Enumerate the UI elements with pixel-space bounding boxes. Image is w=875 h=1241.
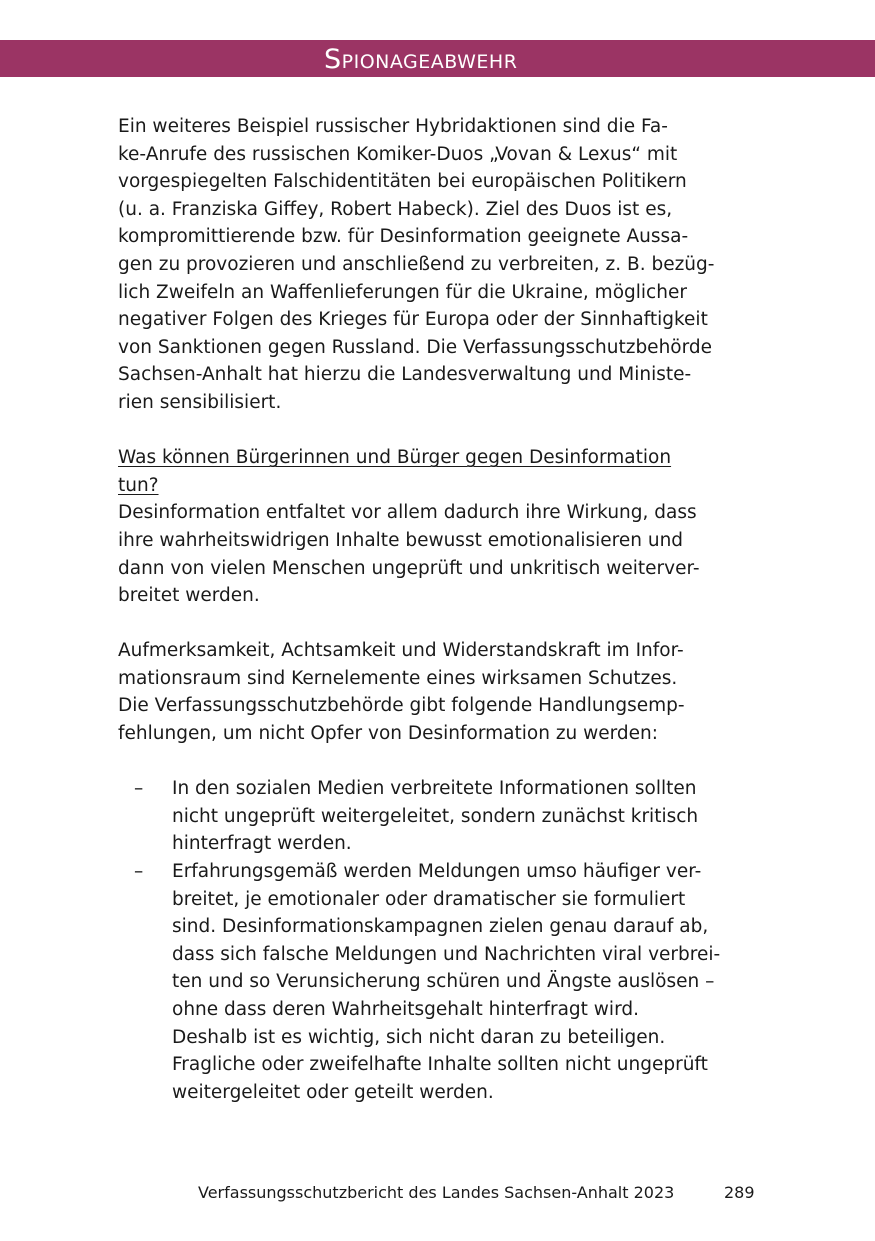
text-line: fehlungen, um nicht Opfer von Desinformation zu werden:	[118, 723, 659, 745]
text-line: dass sich falsche Meldungen und Nachrichten viral verbrei-	[172, 943, 721, 965]
footer-report-title: Verfassungsschutzbericht des Landes Sachsen-Anhalt 2023	[198, 1183, 675, 1202]
text-line: Die Verfassungsschutzbehörde gibt folgende Handlungsemp-	[118, 695, 685, 717]
text-line: lich Zweifeln an Waffenlieferungen für die Ukraine, möglicher	[118, 281, 687, 303]
text-line: Fragliche oder zweifelhafte Inhalte sollten nicht ungeprüft	[172, 1054, 708, 1076]
text-line: kompromittierende bzw. für Desinformation geeignete Aussa-	[118, 226, 689, 248]
text-line: gen zu provozieren und anschließend zu verbreiten, z. B. bezüg-	[118, 253, 715, 275]
page-number: 289	[724, 1183, 755, 1202]
text-line: nicht ungeprüft weitergeleitet, sondern zunächst kritisch	[172, 805, 699, 827]
text-line: ke-Anrufe des russischen Komiker-Duos „Vovan & Lexus“ mit	[118, 143, 678, 165]
text-line: Aufmerksamkeit, Achtsamkeit und Widerstandskraft im Infor-	[118, 640, 684, 662]
text-line: ten und so Verunsicherung schüren und Ängste auslösen –	[172, 971, 715, 993]
list-item	[118, 775, 758, 858]
section-title: Spionageabwehr	[324, 44, 518, 75]
text-line: breitet, je emotionaler oder dramatischer sie formuliert	[172, 888, 686, 910]
page-body	[118, 113, 758, 1106]
paragraph-recommendations-intro	[118, 637, 758, 747]
subheading-line: tun?	[118, 474, 159, 496]
dash-bullet: –	[134, 778, 144, 800]
text-line: mationsraum sind Kernelemente eines wirksamen Schutzes.	[118, 667, 678, 689]
subheading-what-can-citizens-do	[118, 444, 758, 499]
text-line: ihre wahrheitswidrigen Inhalte bewusst emotionalisieren und	[118, 529, 684, 551]
text-line: Deshalb ist es wichtig, sich nicht daran zu beteiligen.	[172, 1026, 666, 1048]
list-item	[118, 858, 758, 1106]
text-line: Sachsen-Anhalt hat hierzu die Landesverwaltung und Ministe-	[118, 364, 692, 386]
paragraph-disinformation-effect	[118, 499, 758, 609]
text-line: dann von vielen Menschen ungeprüft und unkritisch weiterver-	[118, 557, 700, 579]
text-line: vorgespiegelten Falschidentitäten bei europäischen Politikern	[118, 171, 687, 193]
text-line: Desinformation entfaltet vor allem dadurch ihre Wirkung, dass	[118, 502, 697, 524]
text-line: rien sensibilisiert.	[118, 391, 282, 413]
dash-bullet: –	[134, 861, 144, 883]
subheading-line: Was können Bürgerinnen und Bürger gegen Desinformation	[118, 447, 672, 469]
text-line: Ein weiteres Beispiel russischer Hybridaktionen sind die Fa-	[118, 116, 668, 137]
text-line: von Sanktionen gegen Russland. Die Verfassungsschutzbehörde	[118, 336, 713, 358]
paragraph-hybrid-actions	[118, 113, 758, 417]
text-line: sind. Desinformationskampagnen zielen genau darauf ab,	[172, 916, 709, 938]
text-line: weitergeleitet oder geteilt werden.	[172, 1081, 494, 1103]
text-line: negativer Folgen des Krieges für Europa oder der Sinnhaftigkeit	[118, 309, 708, 331]
text-line: Erfahrungsgemäß werden Meldungen umso häufiger ver-	[172, 861, 702, 883]
text-line: breitet werden.	[118, 585, 260, 607]
text-line: (u. a. Franziska Giffey, Robert Habeck). Ziel des Duos ist es,	[118, 198, 673, 220]
recommendation-list	[118, 775, 758, 1106]
text-line: ohne dass deren Wahrheitsgehalt hinterfragt wird.	[172, 999, 639, 1020]
text-line: hinterfragt werden.	[172, 833, 352, 855]
text-line: In den sozialen Medien verbreitete Informationen sollten	[172, 778, 697, 800]
